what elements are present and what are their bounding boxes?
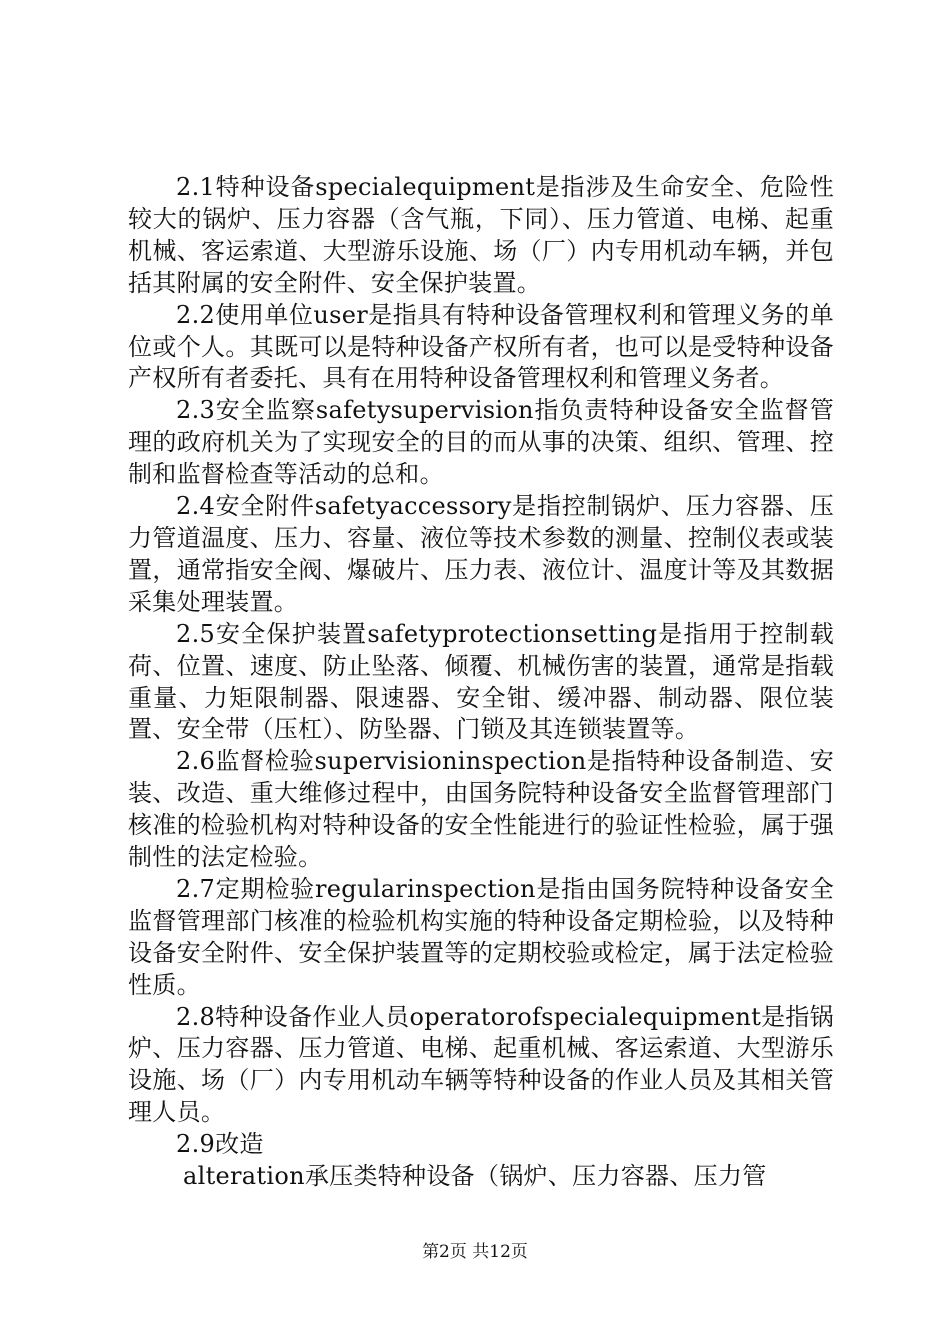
paragraph-2-9-alteration: alteration承压类特种设备（锅炉、压力容器、压力管 bbox=[183, 1162, 767, 1191]
paragraph-2-1: 2.1特种设备specialequipment是指涉及生命安全、危险性较大的锅炉、压力容器（含气瓶，下同）、压力管道、电梯、起重机械、客运索道、大型游乐设施、场（厂）内专用机动车辆，并包括其附属的安全附件、安全保护装置。 bbox=[128, 173, 834, 297]
paragraph-2-6: 2.6监督检验supervisioninspection是指特种设备制造、安装、改造、重大维修过程中，由国务院特种设备安全监督管理部门核准的检验机构对特种设备的安全性能进行的验证性检验，属于强制性的法定检验。 bbox=[128, 747, 834, 872]
paragraph-2-8: 2.8特种设备作业人员operatorofspecialequipment是指锅炉、压力容器、压力管道、电梯、起重机械、客运索道、大型游乐设施、场（厂）内专用机动车辆等特种设备的作业人员及其相关管理人员。 bbox=[128, 1002, 834, 1127]
paragraph-2-9-heading: 2.9改造 bbox=[176, 1130, 264, 1159]
page-footer: 第2页 共12页 bbox=[422, 1242, 528, 1262]
paragraph-2-4: 2.4安全附件safetyaccessory是指控制锅炉、压力容器、压力管道温度、压力、容量、液位等技术参数的测量、控制仪表或装置，通常指安全阀、爆破片、压力表、液位计、温度计等及其数据采集处理装置。 bbox=[128, 492, 834, 616]
body-text bbox=[128, 172, 834, 1193]
paragraph-2-3: 2.3安全监察safetysupervision指负责特种设备安全监督管理的政府机关为了实现安全的目的而从事的决策、组织、管理、控制和监督检查等活动的总和。 bbox=[128, 396, 834, 489]
paragraph-2-7: 2.7定期检验regularinspection是指由国务院特种设备安全监督管理部门核准的检验机构实施的特种设备定期检验，以及特种设备安全附件、安全保护装置等的定期校验或检定，属于法定检验性质。 bbox=[128, 874, 834, 999]
paragraph-2-2: 2.2使用单位user是指具有特种设备管理权利和管理义务的单位或个人。其既可以是特种设备产权所有者，也可以是受特种设备产权所有者委托、具有在用特种设备管理权利和管理义务者。 bbox=[128, 300, 834, 393]
paragraph-2-5: 2.5安全保护装置safetyprotectionsetting是指用于控制载荷、位置、速度、防止坠落、倾覆、机械伤害的装置，通常是指载重量、力矩限制器、限速器、安全钳、缓冲器、制动器、限位装置、安全带（压杠）、防坠器、门锁及其连锁装置等。 bbox=[128, 619, 834, 744]
